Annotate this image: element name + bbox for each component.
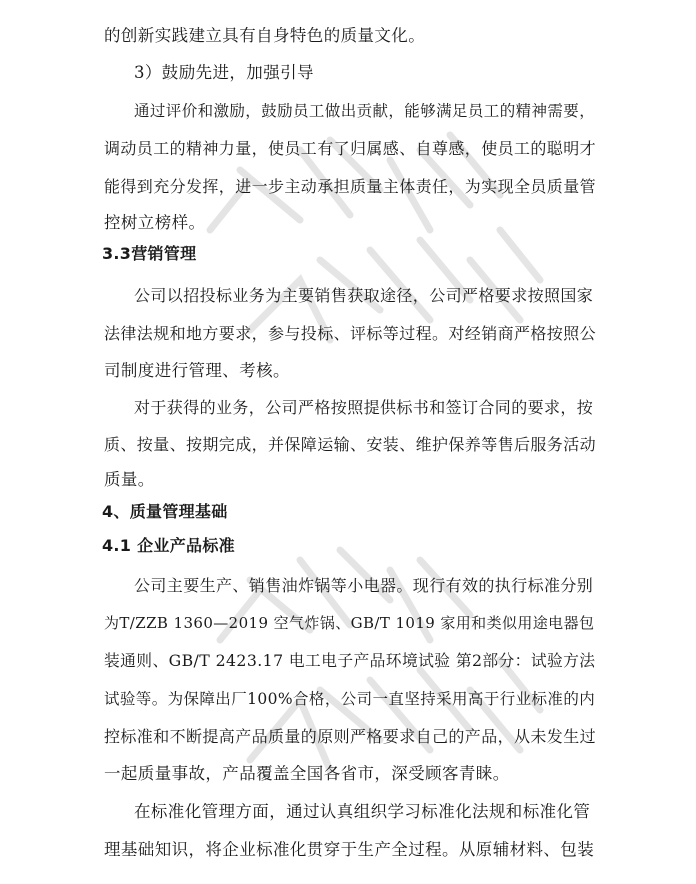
paragraph-line: 为T/ZZB 1360—2019 空气炸锅、GB/T 1019 家用和类似用途电器包 xyxy=(104,614,595,632)
paragraph-line: 司制度进行管理、考核。 xyxy=(104,361,290,380)
paragraph-line: 理基础知识，将企业标准化贯穿于生产全过程。从原辅材料、包装 xyxy=(104,840,595,859)
paragraph-line: 试验等。为保障出厂100%合格，公司一直坚持采用高于行业标准的内 xyxy=(104,690,596,708)
section-heading-3-3: 3.3营销管理 xyxy=(102,244,197,263)
section-heading-4: 4、质量管理基础 xyxy=(102,502,228,521)
paragraph-line: 对于获得的业务，公司严格按照提供标书和签订合同的要求，按 xyxy=(134,398,594,417)
paragraph-line: 一起质量事故，产品覆盖全国各省市，深受顾客青睐。 xyxy=(104,764,510,783)
paragraph-line: 控树立榜样。 xyxy=(104,213,206,232)
paragraph-line: 的创新实践建立具有自身特色的质量文化。 xyxy=(104,26,426,45)
paragraph-line: 质、按量、按期完成，并保障运输、安装、维护保养等售后服务活动 xyxy=(104,435,597,454)
paragraph-line: 法律法规和地方要求，参与投标、评标等过程。对经销商严格按照公 xyxy=(104,324,597,343)
paragraph-line: 通过评价和激励，鼓励员工做出贡献，能够满足员工的精神需要， xyxy=(134,102,596,120)
paragraph-line: 质量。 xyxy=(104,470,155,489)
paragraph-line: 在标准化管理方面，通过认真组织学习标准化法规和标准化管 xyxy=(134,802,591,821)
paragraph-line: 公司主要生产、销售油炸锅等小电器。现行有效的执行标准分别 xyxy=(134,576,594,595)
paragraph-line: 调动员工的精神力量，使员工有了归属感、自尊感，使员工的聪明才 xyxy=(104,139,597,158)
paragraph-line: 控标准和不断提高产品质量的原则严格要求自己的产品，从未发生过 xyxy=(104,727,597,746)
paragraph-line: 装通则、GB/T 2423.17 电工电子产品环境试验 第2部分：试验方法 xyxy=(104,651,596,670)
list-item-heading: 3）鼓励先进，加强引导 xyxy=(134,63,314,82)
paragraph-line: 公司以招投标业务为主要销售获取途径，公司严格要求按照国家 xyxy=(134,286,594,305)
section-heading-4-1: 4.1 企业产品标准 xyxy=(102,536,235,555)
paragraph-line: 能得到充分发挥，进一步主动承担质量主体责任，为实现全员质量管 xyxy=(104,177,597,196)
